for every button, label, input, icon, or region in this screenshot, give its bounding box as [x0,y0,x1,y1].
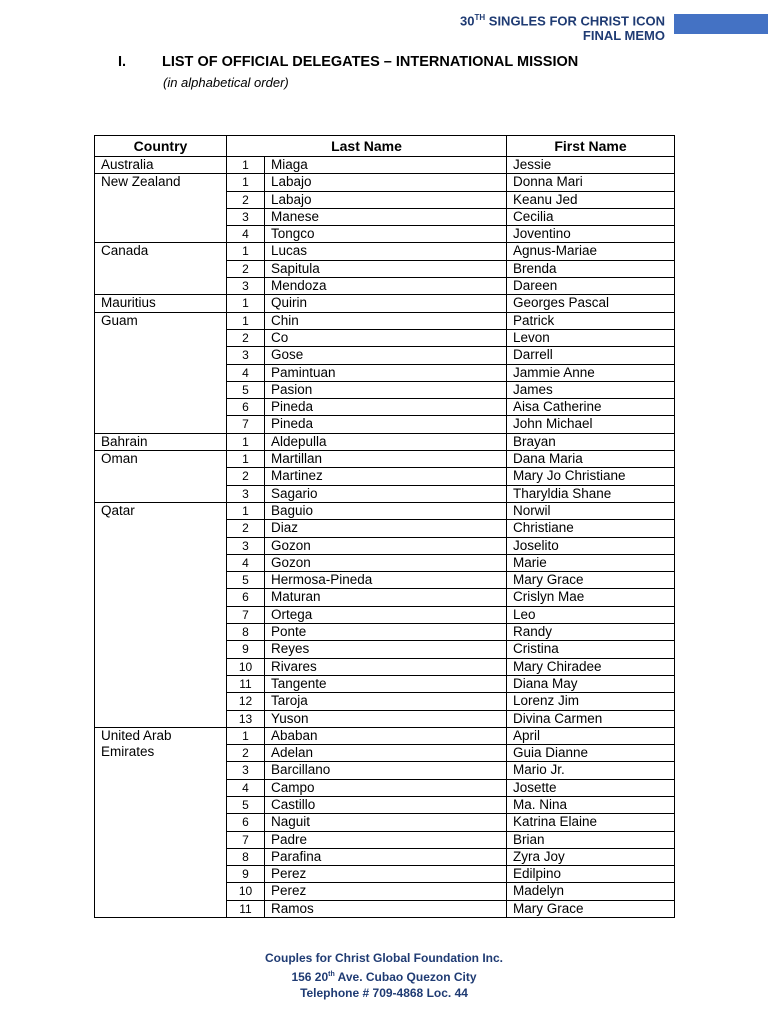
first-name-cell: Brayan [507,433,675,450]
row-number-cell: 13 [227,710,265,727]
country-cell: Guam [95,312,227,433]
row-number-cell: 3 [227,485,265,502]
table-row [95,157,675,174]
row-number-cell: 1 [227,243,265,260]
first-name-cell: Jessie [507,157,675,174]
first-name-cell: Marie [507,554,675,571]
last-name-cell: Ponte [265,624,507,641]
row-number-cell: 2 [227,745,265,762]
row-number-cell: 4 [227,364,265,381]
last-name-cell: Baguio [265,502,507,519]
table-row [95,727,675,744]
row-number-cell: 2 [227,468,265,485]
row-number-cell: 4 [227,779,265,796]
first-name-cell: Darrell [507,347,675,364]
last-name-cell: Ortega [265,606,507,623]
row-number-cell: 1 [227,295,265,312]
row-number-cell: 7 [227,831,265,848]
first-name-cell: Dareen [507,278,675,295]
row-number-cell: 6 [227,814,265,831]
last-name-cell: Martillan [265,451,507,468]
last-name-cell: Tongco [265,226,507,243]
row-number-cell: 5 [227,796,265,813]
first-name-cell: Patrick [507,312,675,329]
first-name-cell: Brenda [507,260,675,277]
header-first-name: First Name [507,136,675,157]
last-name-cell: Miaga [265,157,507,174]
last-name-cell: Martinez [265,468,507,485]
footer-org: Couples for Christ Global Foundation Inc. [265,951,503,965]
last-name-cell: Pineda [265,399,507,416]
last-name-cell: Ramos [265,900,507,917]
row-number-cell: 6 [227,399,265,416]
row-number-cell: 10 [227,658,265,675]
last-name-cell: Maturan [265,589,507,606]
last-name-cell: Gozon [265,537,507,554]
first-name-cell: Norwil [507,502,675,519]
first-name-cell: Katrina Elaine [507,814,675,831]
row-number-cell: 1 [227,727,265,744]
first-name-cell: Keanu Jed [507,191,675,208]
row-number-cell: 1 [227,174,265,191]
row-number-cell: 1 [227,157,265,174]
last-name-cell: Campo [265,779,507,796]
first-name-cell: Mary Grace [507,572,675,589]
table-row [95,243,675,260]
first-name-cell: Aisa Catherine [507,399,675,416]
first-name-cell: Randy [507,624,675,641]
table-row [95,451,675,468]
row-number-cell: 9 [227,866,265,883]
row-number-cell: 8 [227,848,265,865]
header-accent-bar [674,14,768,34]
row-number-cell: 11 [227,900,265,917]
row-number-cell: 3 [227,537,265,554]
last-name-cell: Co [265,329,507,346]
last-name-cell: Mendoza [265,278,507,295]
country-cell: New Zealand [95,174,227,243]
last-name-cell: Castillo [265,796,507,813]
table-body [95,157,675,918]
first-name-cell: Joselito [507,537,675,554]
country-cell: Oman [95,451,227,503]
row-number-cell: 2 [227,329,265,346]
last-name-cell: Barcillano [265,762,507,779]
row-number-cell: 3 [227,208,265,225]
table-row [95,295,675,312]
country-cell: Bahrain [95,433,227,450]
row-number-cell: 2 [227,191,265,208]
row-number-cell: 11 [227,675,265,692]
last-name-cell: Pineda [265,416,507,433]
first-name-cell: Levon [507,329,675,346]
table-row [95,312,675,329]
first-name-cell: Joventino [507,226,675,243]
row-number-cell: 3 [227,762,265,779]
last-name-cell: Perez [265,866,507,883]
row-number-cell: 1 [227,433,265,450]
row-number-cell: 5 [227,572,265,589]
footer [0,950,768,1002]
first-name-cell: Josette [507,779,675,796]
last-name-cell: Rivares [265,658,507,675]
last-name-cell: Labajo [265,174,507,191]
first-name-cell: Christiane [507,520,675,537]
row-number-cell: 7 [227,606,265,623]
last-name-cell: Pamintuan [265,364,507,381]
last-name-cell: Lucas [265,243,507,260]
last-name-cell: Yuson [265,710,507,727]
row-number-cell: 9 [227,641,265,658]
section-title-text: LIST OF OFFICIAL DELEGATES – INTERNATIONAL MISSION [162,54,579,70]
row-number-cell: 5 [227,381,265,398]
first-name-cell: Tharyldia Shane [507,485,675,502]
footer-phone: Telephone # 709-4868 Loc. 44 [300,986,468,1000]
first-name-cell: Mario Jr. [507,762,675,779]
last-name-cell: Tangente [265,675,507,692]
row-number-cell: 3 [227,347,265,364]
last-name-cell: Sagario [265,485,507,502]
first-name-cell: Agnus-Mariae [507,243,675,260]
first-name-cell: Georges Pascal [507,295,675,312]
first-name-cell: Cecilia [507,208,675,225]
first-name-cell: James [507,381,675,398]
row-number-cell: 8 [227,624,265,641]
row-number-cell: 4 [227,226,265,243]
country-cell: United Arab Emirates [95,727,227,917]
memo-header-line2: FINAL MEMO [582,28,665,44]
table-row [95,433,675,450]
last-name-cell: Labajo [265,191,507,208]
first-name-cell: Madelyn [507,883,675,900]
table-row [95,174,675,191]
country-cell: Mauritius [95,295,227,312]
last-name-cell: Sapitula [265,260,507,277]
first-name-cell: Zyra Joy [507,848,675,865]
row-number-cell: 2 [227,260,265,277]
first-name-cell: Jammie Anne [507,364,675,381]
first-name-cell: Dana Maria [507,451,675,468]
first-name-cell: Mary Chiradee [507,658,675,675]
table-header-row [95,136,675,157]
first-name-cell: Leo [507,606,675,623]
last-name-cell: Perez [265,883,507,900]
row-number-cell: 4 [227,554,265,571]
last-name-cell: Naguit [265,814,507,831]
row-number-cell: 1 [227,312,265,329]
last-name-cell: Padre [265,831,507,848]
section-title [118,54,578,70]
country-cell: Canada [95,243,227,295]
first-name-cell: Crislyn Mae [507,589,675,606]
row-number-cell: 6 [227,589,265,606]
first-name-cell: Lorenz Jim [507,693,675,710]
last-name-cell: Adelan [265,745,507,762]
last-name-cell: Gozon [265,554,507,571]
country-cell: Qatar [95,502,227,727]
last-name-cell: Gose [265,347,507,364]
row-number-cell: 7 [227,416,265,433]
last-name-cell: Reyes [265,641,507,658]
last-name-cell: Manese [265,208,507,225]
last-name-cell: Hermosa-Pineda [265,572,507,589]
last-name-cell: Aldepulla [265,433,507,450]
first-name-cell: Mary Grace [507,900,675,917]
first-name-cell: John Michael [507,416,675,433]
first-name-cell: Mary Jo Christiane [507,468,675,485]
section-number: I. [118,54,127,70]
row-number-cell: 12 [227,693,265,710]
section-subtitle: (in alphabetical order) [163,75,289,90]
row-number-cell: 2 [227,520,265,537]
first-name-cell: Brian [507,831,675,848]
memo-header-line1: 30TH SINGLES FOR CHRIST ICON [460,13,665,29]
last-name-cell: Parafina [265,848,507,865]
row-number-cell: 1 [227,502,265,519]
row-number-cell: 3 [227,278,265,295]
first-name-cell: Donna Mari [507,174,675,191]
first-name-cell: Diana May [507,675,675,692]
header-country: Country [95,136,227,157]
last-name-cell: Diaz [265,520,507,537]
last-name-cell: Ababan [265,727,507,744]
row-number-cell: 10 [227,883,265,900]
country-cell: Australia [95,157,227,174]
first-name-cell: Guia Dianne [507,745,675,762]
first-name-cell: Edilpino [507,866,675,883]
last-name-cell: Taroja [265,693,507,710]
first-name-cell: Cristina [507,641,675,658]
last-name-cell: Quirin [265,295,507,312]
header-last-name: Last Name [227,136,507,157]
table-row [95,502,675,519]
delegates-table [94,135,675,918]
memo-header [460,10,665,43]
row-number-cell: 1 [227,451,265,468]
first-name-cell: Ma. Nina [507,796,675,813]
last-name-cell: Pasion [265,381,507,398]
first-name-cell: Divina Carmen [507,710,675,727]
last-name-cell: Chin [265,312,507,329]
first-name-cell: April [507,727,675,744]
footer-address: 156 20th Ave. Cubao Quezon City [291,969,477,984]
